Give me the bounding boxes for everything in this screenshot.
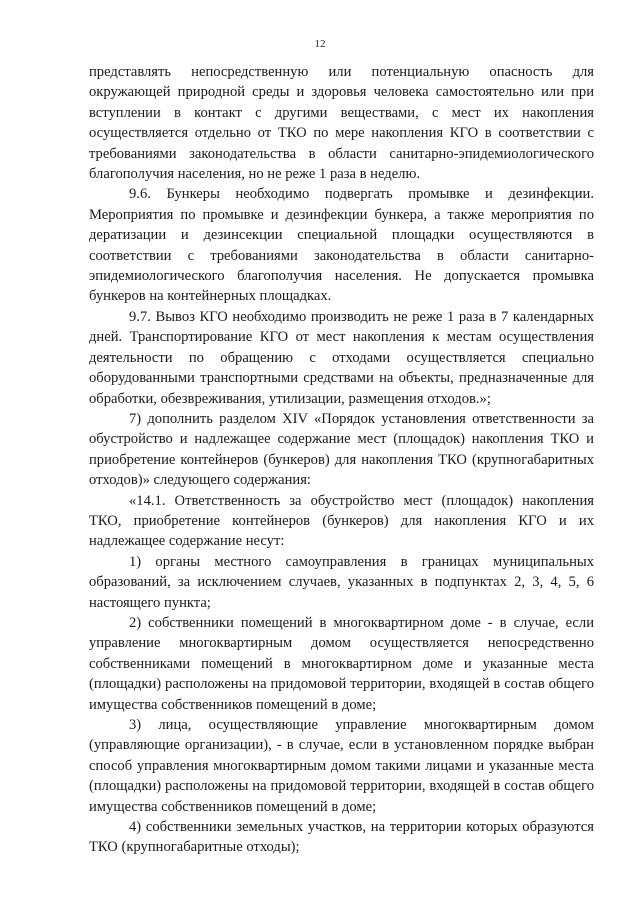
paragraph-subitem-3: 3) лица, осуществляющие управление многоквартирным домом (управляющие организации), - в случае, если в установленном порядке выбран способ управления многоквартирным домом такими лицами и указанные места (площадки) расположены на придомовой территории, входящей в состав общего имущества собственников помещений в доме;	[89, 717, 594, 815]
paragraph-9-7: 9.7. Вывоз КГО необходимо производить не реже 1 раза в 7 календарных дней. Транспортирование КГО от мест накопления к местам осуществления деятельности по обращению с отходами осуществляется специально оборудованными транспортными средствами на объекты, предназначенные для обработки, обезвреживания, утилизации, размещения отходов.»;	[89, 308, 594, 407]
page-number: 12	[314, 38, 326, 50]
paragraph-subitem-4: 4) собственники земельных участков, на территории которых образуются ТКО (крупногабаритные отходы);	[89, 819, 594, 856]
paragraph-continuation: представлять непосредственную или потенциальную опасность для окружающей природной среды и здоровья человека самостоятельно или при вступлении в контакт с другими веществами, с мест их накопления осуществляется отдельно от ТКО по мере накопления КГО в соответствии с требованиями законодательства в области санитарно-эпидемиологического благополучия населения, но не реже 1 раза в неделю.	[89, 64, 594, 183]
paragraph-14-1: «14.1. Ответственность за обустройство мест (площадок) накопления ТКО, приобретение контейнеров (бункеров) для накопления КГО и их надлежащее содержание несут:	[89, 492, 594, 550]
paragraph-subitem-1: 1) органы местного самоуправления в границах муниципальных образований, за исключением случаев, указанных в подпунктах 2, 3, 4, 5, 6 настоящего пункта;	[89, 553, 594, 611]
paragraph-item-7: 7) дополнить разделом XIV «Порядок установления ответственности за обустройство и надлежащее содержание мест (площадок) накопления ТКО и приобретение контейнеров (бункеров) для накопления ТКО (крупногабаритных отходов)» следующего содержания:	[89, 410, 594, 489]
paragraph-9-6: 9.6. Бункеры необходимо подвергать промывке и дезинфекции. Мероприятия по промывке и дезинфекции бункера, а также мероприятия по дератизации и дезинсекции специальной площадки осуществляются в соответствии с требованиями законодательства в области санитарно-эпидемиологического благополучия населения. Не допускается промывка бункеров на контейнерных площадках.	[89, 186, 594, 305]
paragraph-subitem-2: 2) собственники помещений в многоквартирном доме - в случае, если управление многоквартирным домом осуществляется непосредственно собственниками помещений в многоквартирном доме и указанные места (площадки) расположены на придомовой территории, входящей в состав общего имущества собственников помещений в доме;	[89, 614, 594, 713]
document-body	[89, 62, 594, 858]
